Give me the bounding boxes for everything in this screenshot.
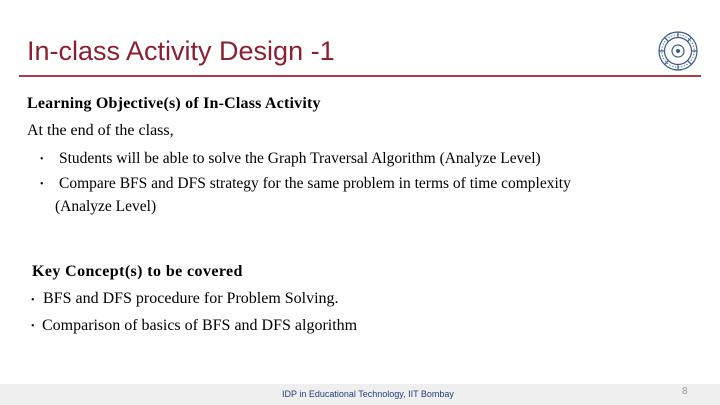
page-number: 8	[682, 386, 688, 397]
bullet-icon: •	[40, 179, 44, 190]
concept-bullet-1: BFS and DFS procedure for Problem Solving.	[43, 290, 339, 307]
concept-bullet-2: Comparison of basics of BFS and DFS algorithm	[42, 317, 358, 334]
title-divider	[19, 75, 701, 77]
iit-bombay-emblem-icon	[657, 30, 699, 72]
learning-objectives-heading: Learning Objective(s) of In-Class Activity	[27, 95, 321, 112]
learning-bullet-2: Compare BFS and DFS strategy for the same problem in terms of time complexity	[59, 175, 571, 192]
learning-bullet-1: Students will be able to solve the Graph Traversal Algorithm (Analyze Level)	[59, 150, 541, 167]
bullet-icon: •	[31, 321, 35, 332]
bullet-icon: •	[31, 295, 35, 306]
learning-bullet-2-continued: (Analyze Level)	[55, 198, 157, 215]
key-concepts-heading: Key Concept(s) to be covered	[32, 263, 243, 280]
footer-text: IDP in Educational Technology, IIT Bombay	[282, 389, 454, 399]
bullet-icon: •	[40, 154, 44, 165]
slide-title: In-class Activity Design -1	[27, 36, 335, 66]
learning-intro: At the end of the class,	[27, 122, 174, 139]
